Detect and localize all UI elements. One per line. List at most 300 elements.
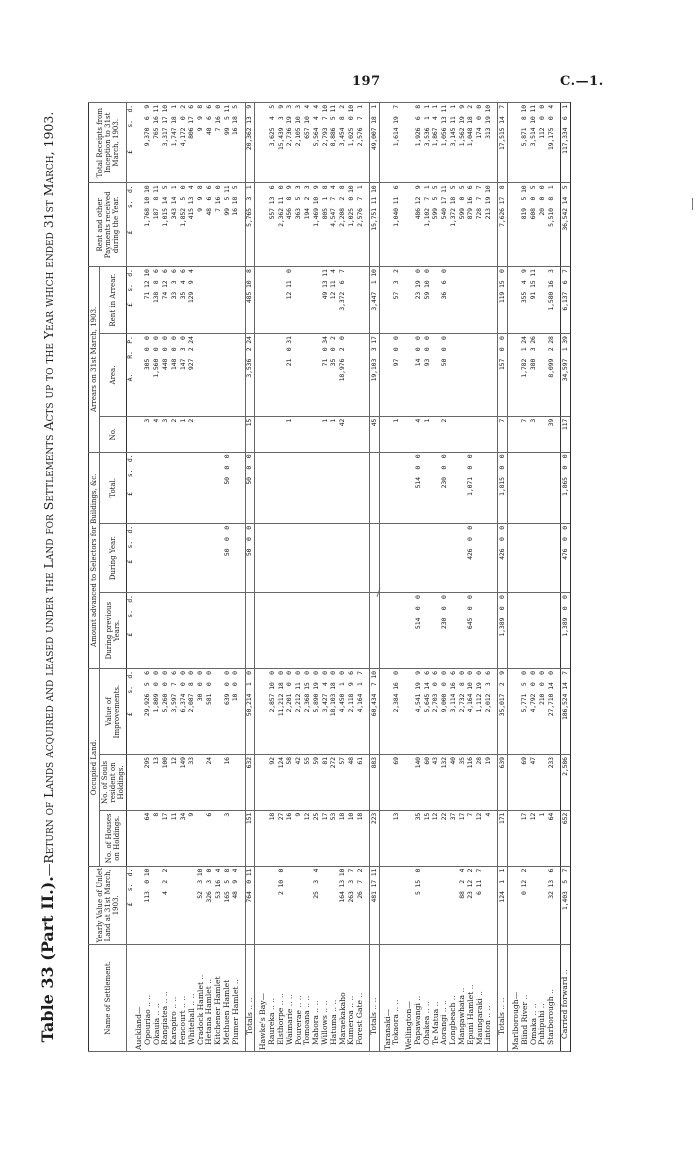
cell-arrears-rent: 1,580 16 3 bbox=[547, 267, 556, 334]
cell-previous-years bbox=[277, 593, 286, 669]
cell-total: 1,865 0 0 bbox=[561, 452, 571, 523]
cell-improvements: 1,809 0 0 bbox=[153, 669, 162, 755]
totals-row bbox=[369, 103, 379, 1052]
cell-arrears-rent bbox=[197, 267, 206, 334]
cell-improvements bbox=[214, 669, 223, 755]
cell-arrears-no: 1 bbox=[330, 416, 339, 452]
cell-arrears-no bbox=[484, 416, 493, 452]
cell-arrears-area bbox=[214, 334, 223, 417]
cell-arrears-rent bbox=[303, 267, 312, 334]
cell-arrears-no bbox=[127, 416, 135, 452]
cell-name: Omaka .. .. bbox=[530, 944, 539, 1051]
cell-previous-years bbox=[161, 593, 170, 669]
settlement-row bbox=[144, 103, 153, 1052]
cell-yearly-value bbox=[268, 866, 277, 944]
cell-during-year bbox=[440, 523, 449, 592]
cell-arrears-area: 380 3 26 bbox=[530, 334, 539, 417]
settlement-row bbox=[295, 103, 304, 1052]
cell-during-year: £ s. d. bbox=[127, 523, 135, 592]
cell-arrears-area: 157 0 0 bbox=[498, 334, 508, 417]
cell-name: Willows .. .. bbox=[321, 944, 330, 1051]
cell-improvements: 9,000 0 0 bbox=[440, 669, 449, 755]
cell-name: Totals .. .. bbox=[498, 944, 508, 1051]
cell-yearly-value: 0 12 2 bbox=[521, 866, 530, 944]
cell-arrears-rent bbox=[312, 267, 321, 334]
cell-houses: 3 bbox=[223, 810, 232, 866]
cell-houses bbox=[127, 810, 135, 866]
settlement-row bbox=[530, 103, 539, 1052]
cell-total bbox=[268, 452, 277, 523]
cell-yearly-value bbox=[449, 866, 458, 944]
cell-during-year bbox=[214, 523, 223, 592]
cell-arrears-rent: 129 9 4 bbox=[188, 267, 197, 334]
cell-total-receipts: 1,025 0 10 bbox=[347, 103, 356, 184]
cell-during-year: 426 0 0 bbox=[498, 523, 508, 592]
cell-arrears-no: 3 bbox=[530, 416, 539, 452]
cell-total-receipts: 49,007 18 1 bbox=[369, 103, 379, 184]
cell-yearly-value bbox=[538, 866, 547, 944]
cell-arrears-area: 305 0 0 bbox=[144, 334, 153, 417]
region-heading-row bbox=[384, 103, 393, 1052]
cell-total-receipts: 657 10 4 bbox=[303, 103, 312, 184]
cell-arrears-area bbox=[303, 334, 312, 417]
cell-previous-years bbox=[330, 593, 339, 669]
cell-improvements: 29,926 5 6 bbox=[144, 669, 153, 755]
cell-arrears-no bbox=[312, 416, 321, 452]
cell-yearly-value: 5 15 0 bbox=[414, 866, 423, 944]
cell-rent-received: 608 0 5 bbox=[530, 183, 539, 267]
settlements-table bbox=[88, 102, 571, 1052]
cell-arrears-no bbox=[538, 416, 547, 452]
cell-name: Whitehall .. .. bbox=[188, 944, 197, 1051]
cell-souls: 149 bbox=[179, 755, 188, 811]
cell-previous-years bbox=[245, 593, 255, 669]
cell-total: 230 0 0 bbox=[440, 452, 449, 523]
cell-improvements: 60,434 7 10 bbox=[369, 669, 379, 755]
cell-rent-received: 48 6 6 bbox=[205, 183, 214, 267]
cell-souls: 35 bbox=[458, 755, 467, 811]
cell-during-year bbox=[538, 523, 547, 592]
cell-arrears-area bbox=[467, 334, 476, 417]
cell-arrears-rent: 35 4 6 bbox=[179, 267, 188, 334]
cell-souls: 132 bbox=[440, 755, 449, 811]
cell-yearly-value bbox=[170, 866, 179, 944]
cell-yearly-value: 23 12 2 bbox=[467, 866, 476, 944]
cell-houses: 18 bbox=[268, 810, 277, 866]
cell-name: Totals .. .. bbox=[369, 944, 379, 1051]
cell-arrears-rent: £ s. d. bbox=[127, 267, 135, 334]
cell-arrears-area bbox=[295, 334, 304, 417]
settlement-row bbox=[423, 103, 432, 1052]
cell-arrears-no bbox=[347, 416, 356, 452]
cell-improvements: 581 0 0 bbox=[205, 669, 214, 755]
cell-during-year bbox=[414, 523, 423, 592]
settlement-row bbox=[232, 103, 241, 1052]
cell-houses: 17 bbox=[321, 810, 330, 866]
region-heading-row bbox=[405, 103, 414, 1052]
cell-rent-received: 5,765 3 1 bbox=[245, 183, 255, 267]
cell-arrears-area bbox=[232, 334, 241, 417]
col-yearly-value-header: Yearly Value of Unlet Land at 31st March, 1903. bbox=[89, 866, 127, 944]
cell-name: Kumeroa .. .. bbox=[347, 944, 356, 1051]
cell-yearly-value bbox=[321, 866, 330, 944]
cell-name: Longbeach .. bbox=[449, 944, 458, 1051]
cell-arrears-rent: 91 15 11 bbox=[530, 267, 539, 334]
cell-arrears-rent: 12 11 0 bbox=[286, 267, 295, 334]
cell-rent-received: 7,626 17 8 bbox=[498, 183, 508, 267]
cell-houses: 12 bbox=[303, 810, 312, 866]
cell-during-year bbox=[188, 523, 197, 592]
cell-total bbox=[538, 452, 547, 523]
cell-total bbox=[530, 452, 539, 523]
cell-name: Fencourt .. .. bbox=[179, 944, 188, 1051]
cell-improvements: 10 0 0 bbox=[232, 669, 241, 755]
cell-during-year: 476 0 0 bbox=[561, 523, 571, 592]
cell-arrears-rent: 71 12 10 bbox=[144, 267, 153, 334]
cell-improvements: 2,368 15 0 bbox=[303, 669, 312, 755]
cell-arrears-rent: 33 3 6 bbox=[170, 267, 179, 334]
cell-arrears-no bbox=[467, 416, 476, 452]
cell-name: Maraekakaho bbox=[339, 944, 348, 1051]
cell-total-receipts: 3,536 1 1 bbox=[423, 103, 432, 184]
cell-name: Tokaora .. .. bbox=[392, 944, 401, 1051]
cell-souls: 92 bbox=[268, 755, 277, 811]
cell-yearly-value: 764 0 11 bbox=[245, 866, 255, 944]
cell-houses: 17 bbox=[521, 810, 530, 866]
settlement-row bbox=[321, 103, 330, 1052]
cell-name: Mahora .. .. bbox=[312, 944, 321, 1051]
cell-arrears-no bbox=[214, 416, 223, 452]
cell-yearly-value: 165 5 8 bbox=[223, 866, 232, 944]
cell-houses: 9 bbox=[295, 810, 304, 866]
cell-arrears-no: 1 bbox=[286, 416, 295, 452]
cell-total bbox=[547, 452, 556, 523]
cell-arrears-rent: 3,372 6 7 bbox=[339, 267, 348, 334]
cell-total-receipts: 313 19 10 bbox=[484, 103, 493, 184]
cell-souls: 43 bbox=[432, 755, 441, 811]
cell-name: Epuni Hamlet .. bbox=[467, 944, 476, 1051]
cell-rent-received: 599 5 5 bbox=[432, 183, 441, 267]
cell-previous-years bbox=[144, 593, 153, 669]
cell-name: Kitchener Hamlet bbox=[214, 944, 223, 1051]
cell-previous-years bbox=[538, 593, 547, 669]
cell-previous-years bbox=[347, 593, 356, 669]
settlement-row bbox=[161, 103, 170, 1052]
cell-rent-received: 1,372 18 5 bbox=[449, 183, 458, 267]
cell-previous-years bbox=[268, 593, 277, 669]
cell-yearly-value: 52 3 10 bbox=[197, 866, 206, 944]
cell-total: 1,815 0 0 bbox=[498, 452, 508, 523]
cell-improvements: 4,164 1 7 bbox=[356, 669, 365, 755]
cell-houses: 35 bbox=[414, 810, 423, 866]
cell-total-receipts: 20,362 13 9 bbox=[245, 103, 255, 184]
cell-arrears-area bbox=[312, 334, 321, 417]
cell-arrears-no: 7 bbox=[498, 416, 508, 452]
cell-arrears-area: 34,597 1 39 bbox=[561, 334, 571, 417]
cell-previous-years bbox=[484, 593, 493, 669]
cell-souls: 100 bbox=[161, 755, 170, 811]
col-occupied-land-header: Occupied Land. bbox=[89, 669, 100, 867]
cell-total bbox=[214, 452, 223, 523]
cell-yearly-value: 164 13 10 bbox=[339, 866, 348, 944]
cell-total bbox=[347, 452, 356, 523]
cell-total-receipts: 16 18 5 bbox=[232, 103, 241, 184]
cell-total-receipts: 15,439 3 9 bbox=[277, 103, 286, 184]
cell-arrears-no bbox=[205, 416, 214, 452]
cell-total-receipts: 2,105 10 3 bbox=[295, 103, 304, 184]
cell-yearly-value bbox=[179, 866, 188, 944]
cell-during-year bbox=[330, 523, 339, 592]
cell-total bbox=[303, 452, 312, 523]
cell-houses: 53 bbox=[330, 810, 339, 866]
cell-houses: 171 bbox=[498, 810, 508, 866]
cell-total-receipts: 3,514 10 11 bbox=[530, 103, 539, 184]
cell-arrears-area: 147 3 0 bbox=[179, 334, 188, 417]
cell-total-receipts: 99 5 11 bbox=[223, 103, 232, 184]
cell-arrears-no bbox=[232, 416, 241, 452]
settlement-row bbox=[547, 103, 556, 1052]
cell-name: Carried forward .. bbox=[561, 944, 571, 1051]
cell-name: Te Matua .. bbox=[432, 944, 441, 1051]
cell-arrears-area bbox=[197, 334, 206, 417]
cell-houses: 652 bbox=[561, 810, 571, 866]
col-arrears-area-header: Area. bbox=[100, 334, 127, 417]
cell-improvements: 4,450 1 0 bbox=[339, 669, 348, 755]
cell-houses: 8 bbox=[153, 810, 162, 866]
cell-yearly-value: 32 13 6 bbox=[547, 866, 556, 944]
cell-total-receipts: 5,871 8 10 bbox=[521, 103, 530, 184]
cell-rent-received: 728 7 7 bbox=[476, 183, 485, 267]
cell-total-receipts: 48 6 6 bbox=[205, 103, 214, 184]
cell-name: Plumer Hamlet .. bbox=[232, 944, 241, 1051]
cell-total-receipts: 7 16 0 bbox=[214, 103, 223, 184]
cell-arrears-no: 3 bbox=[144, 416, 153, 452]
cell-during-year bbox=[170, 523, 179, 592]
cell-previous-years bbox=[223, 593, 232, 669]
cell-improvements: 2,857 10 0 bbox=[268, 669, 277, 755]
cell-name: Karapiro .. .. bbox=[170, 944, 179, 1051]
cell-yearly-value: 26 7 2 bbox=[356, 866, 365, 944]
cell-previous-years bbox=[303, 593, 312, 669]
col-name-header: Name of Settlement. bbox=[89, 944, 127, 1051]
cell-name: Blind River .. bbox=[521, 944, 530, 1051]
cell-houses: 34 bbox=[179, 810, 188, 866]
cell-improvements: 2,118 9 6 bbox=[347, 669, 356, 755]
cell-arrears-no: 1 bbox=[423, 416, 432, 452]
cell-houses: 13 bbox=[392, 810, 401, 866]
cell-previous-years bbox=[295, 593, 304, 669]
cell-total-receipts: 1,056 13 11 bbox=[440, 103, 449, 184]
cell-previous-years bbox=[369, 593, 379, 669]
col-arrears-rent-header: Rent in Arrear. bbox=[100, 267, 127, 334]
cell-yearly-value: 48 9 4 bbox=[232, 866, 241, 944]
cell-improvements: 4,792 0 0 bbox=[530, 669, 539, 755]
cell-name: Ohakea .. .. bbox=[423, 944, 432, 1051]
cell-total-receipts: 5,564 4 4 bbox=[312, 103, 321, 184]
cell-previous-years bbox=[449, 593, 458, 669]
cell-houses: 64 bbox=[144, 810, 153, 866]
cell-yearly-value bbox=[303, 866, 312, 944]
cell-souls: 883 bbox=[369, 755, 379, 811]
cell-arrears-area bbox=[347, 334, 356, 417]
cell-rent-received: 1,040 11 6 bbox=[392, 183, 401, 267]
cell-during-year bbox=[484, 523, 493, 592]
cell-total: 1,071 0 0 bbox=[467, 452, 476, 523]
table-header bbox=[89, 103, 127, 1052]
cell-total-receipts: 2,736 19 3 bbox=[286, 103, 295, 184]
cell-arrears-no: 117 bbox=[561, 416, 571, 452]
cell-houses: 64 bbox=[547, 810, 556, 866]
cell-during-year bbox=[303, 523, 312, 592]
cell-previous-years bbox=[214, 593, 223, 669]
cell-arrears-area: 97 0 0 bbox=[392, 334, 401, 417]
cell-total: 50 0 0 bbox=[245, 452, 255, 523]
cell-total bbox=[521, 452, 530, 523]
cell-houses: 18 bbox=[356, 810, 365, 866]
cell-name: Linton .. .. bbox=[484, 944, 493, 1051]
settlement-row bbox=[205, 103, 214, 1052]
cell-previous-years: 645 0 0 bbox=[467, 593, 476, 669]
cell-total: 514 0 0 bbox=[414, 452, 423, 523]
cell-rent-received: 5,510 8 1 bbox=[547, 183, 556, 267]
cell-during-year: 50 0 0 bbox=[245, 523, 255, 592]
cell-total bbox=[295, 452, 304, 523]
region-name: Auckland— bbox=[135, 944, 144, 1051]
cell-rent-received: 15,751 11 10 bbox=[369, 183, 379, 267]
cell-houses: 6 bbox=[205, 810, 214, 866]
cell-improvements: 18,103 18 0 bbox=[330, 669, 339, 755]
cell-during-year bbox=[179, 523, 188, 592]
cell-souls: 47 bbox=[530, 755, 539, 811]
cell-houses bbox=[214, 810, 223, 866]
cell-total-receipts: 117,334 6 1 bbox=[561, 103, 571, 184]
settlement-row bbox=[277, 103, 286, 1052]
cell-improvements: 3,427 4 0 bbox=[321, 669, 330, 755]
cell-arrears-area: 148 0 0 bbox=[170, 334, 179, 417]
cell-rent-received: 1,102 7 1 bbox=[423, 183, 432, 267]
cell-houses: 4 bbox=[484, 810, 493, 866]
settlement-row bbox=[356, 103, 365, 1052]
cell-souls: 12 bbox=[170, 755, 179, 811]
cell-total-receipts: 1,562 19 9 bbox=[458, 103, 467, 184]
cell-name: Raureka .. .. bbox=[268, 944, 277, 1051]
cell-arrears-area: A. R. P. bbox=[127, 334, 135, 417]
cell-name: Aorangi .. .. bbox=[440, 944, 449, 1051]
settlement-row bbox=[458, 103, 467, 1052]
cell-arrears-no: 4 bbox=[414, 416, 423, 452]
cell-arrears-area bbox=[458, 334, 467, 417]
cell-total bbox=[312, 452, 321, 523]
cell-arrears-no bbox=[356, 416, 365, 452]
cell-souls: 19 bbox=[484, 755, 493, 811]
cell-arrears-no bbox=[458, 416, 467, 452]
cell-arrears-area bbox=[356, 334, 365, 417]
settlement-row bbox=[197, 103, 206, 1052]
cell-rent-received: 7 16 0 bbox=[214, 183, 223, 267]
cell-souls: 60 bbox=[423, 755, 432, 811]
cell-arrears-area bbox=[449, 334, 458, 417]
cell-name: Mangawhata .. bbox=[458, 944, 467, 1051]
cell-during-year bbox=[339, 523, 348, 592]
cell-souls: 59 bbox=[312, 755, 321, 811]
cell-total bbox=[144, 452, 153, 523]
cell-during-year bbox=[277, 523, 286, 592]
cell-yearly-value: 1,403 5 7 bbox=[561, 866, 571, 944]
cell-yearly-value: 25 3 4 bbox=[312, 866, 321, 944]
cell-houses: 223 bbox=[369, 810, 379, 866]
cell-name: Totals .. .. bbox=[245, 944, 255, 1051]
cell-souls: 272 bbox=[330, 755, 339, 811]
cell-total bbox=[197, 452, 206, 523]
cell-arrears-area: 21 0 31 bbox=[286, 334, 295, 417]
cell-rent-received: 20 0 0 bbox=[538, 183, 547, 267]
cell-during-year bbox=[286, 523, 295, 592]
cell-total-receipts: 4,172 0 2 bbox=[179, 103, 188, 184]
cell-arrears-no: 39 bbox=[547, 416, 556, 452]
cell-total bbox=[232, 452, 241, 523]
cell-arrears-rent: 57 3 2 bbox=[392, 267, 401, 334]
cell-total bbox=[449, 452, 458, 523]
cell-souls: 124 bbox=[277, 755, 286, 811]
cell-houses: 27 bbox=[277, 810, 286, 866]
cell-souls: 57 bbox=[339, 755, 348, 811]
cell-improvements: £ s. d. bbox=[127, 669, 135, 755]
settlement-row bbox=[330, 103, 339, 1052]
cell-rent-received: 805 1 8 bbox=[321, 183, 330, 267]
cell-total bbox=[476, 452, 485, 523]
cell-total bbox=[153, 452, 162, 523]
cell-improvements: 2,703 0 6 bbox=[432, 669, 441, 755]
cell-previous-years bbox=[286, 593, 295, 669]
totals-row bbox=[245, 103, 255, 1052]
col-amount-advanced-header: Amount advanced to Selectors for Buildings, &c. bbox=[89, 452, 100, 669]
cell-improvements: 5,260 0 0 bbox=[161, 669, 170, 755]
cell-total-receipts: 9 9 8 bbox=[197, 103, 206, 184]
table-title bbox=[38, 102, 57, 1052]
cell-rent-received: 194 2 3 bbox=[303, 183, 312, 267]
col-souls-header: No. of Souls resident on Holdings. bbox=[100, 755, 127, 811]
cell-name: Papawangi .. bbox=[414, 944, 423, 1051]
cell-arrears-rent bbox=[347, 267, 356, 334]
cell-souls bbox=[214, 755, 223, 811]
cell-total-receipts: 17,515 14 7 bbox=[498, 103, 508, 184]
cell-improvements: 2,384 16 0 bbox=[392, 669, 401, 755]
cell-improvements: 5,645 14 6 bbox=[423, 669, 432, 755]
cell-arrears-rent bbox=[458, 267, 467, 334]
cell-yearly-value bbox=[295, 866, 304, 944]
cell-rent-received: 9 9 8 bbox=[197, 183, 206, 267]
cell-arrears-no: 1 bbox=[392, 416, 401, 452]
cell-name: Opouriao .. .. bbox=[144, 944, 153, 1051]
cell-improvements: 1,112 19 0 bbox=[476, 669, 485, 755]
cell-souls: 42 bbox=[295, 755, 304, 811]
cell-rent-received: 1,852 5 0 bbox=[179, 183, 188, 267]
cell-improvements: 2,732 8 0 bbox=[458, 669, 467, 755]
cell-arrears-area: 3,536 2 24 bbox=[245, 334, 255, 417]
cell-arrears-area bbox=[223, 334, 232, 417]
cell-total-receipts: 112 0 0 bbox=[538, 103, 547, 184]
cell-rent-received: 540 17 11 bbox=[440, 183, 449, 267]
cell-total-receipts: 2,793 7 10 bbox=[321, 103, 330, 184]
cell-yearly-value bbox=[484, 866, 493, 944]
cell-souls: 24 bbox=[205, 755, 214, 811]
cell-souls bbox=[127, 755, 135, 811]
col-rent-received-header: Rent and other Payments received during the Year. bbox=[89, 183, 127, 267]
cell-arrears-rent: 59 10 0 bbox=[423, 267, 432, 334]
cell-arrears-area: 927 2 24 bbox=[188, 334, 197, 417]
cell-arrears-no: 7 bbox=[521, 416, 530, 452]
cell-total bbox=[188, 452, 197, 523]
